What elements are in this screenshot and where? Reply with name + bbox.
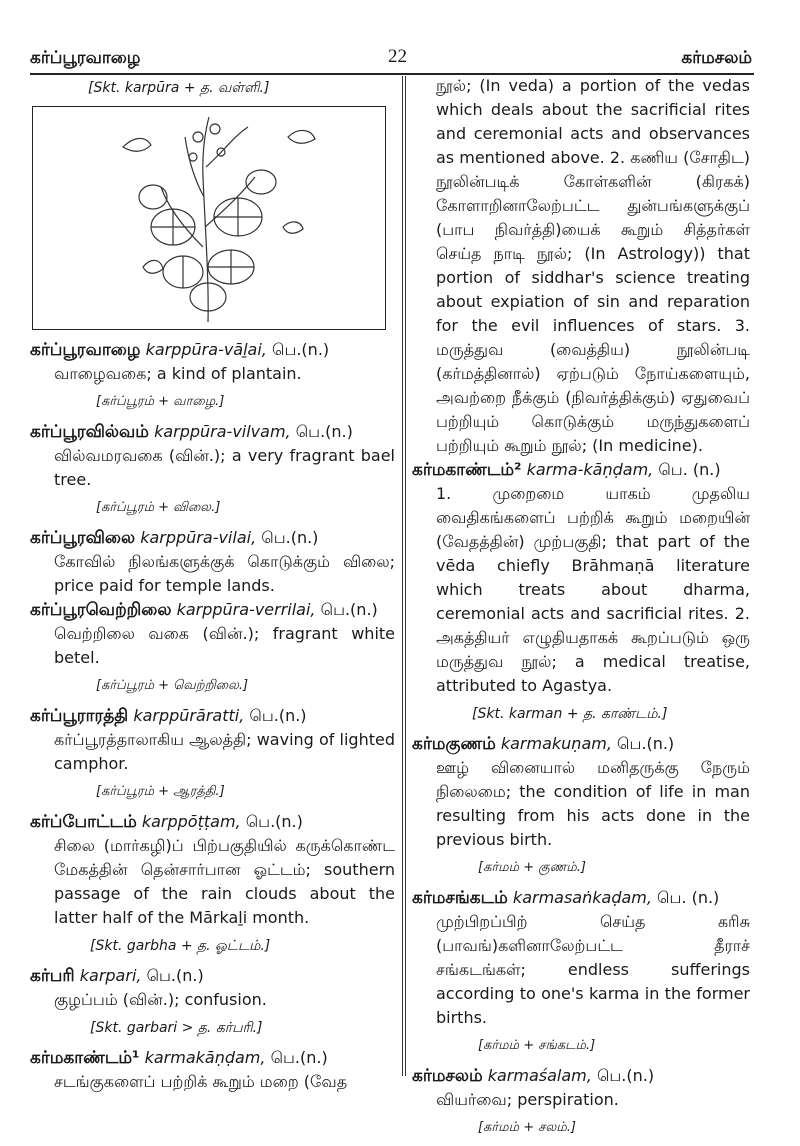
etymology: [கர்மம் + சலம்.]: [478, 1120, 576, 1135]
etymology: [கர்ப்பூரம் + ஆரத்தி.]: [96, 784, 225, 799]
part-of-speech: பெ.(n.): [271, 340, 330, 359]
etymology: [கர்ப்பூரம் + வாழை.]: [96, 394, 225, 409]
entry: [30, 420, 395, 520]
transliteration: karppūra-vilvam,: [154, 422, 291, 441]
transliteration: karppūrāratti,: [133, 706, 245, 725]
headword: கர்ப்போட்டம்: [30, 812, 137, 832]
etymology: [கர்மம் + குணம்.]: [478, 860, 586, 875]
entry: [30, 810, 395, 958]
part-of-speech: பெ.(n.): [270, 1048, 328, 1067]
etymology: [Skt. karman + த. காண்டம்.]: [472, 706, 668, 722]
headword: கர்ப்பூரவெற்றிலை: [30, 600, 172, 620]
entry: [30, 598, 395, 698]
entry: [412, 1064, 750, 1140]
part-of-speech: பெ.(n.): [245, 812, 303, 831]
part-of-speech: பெ.(n.): [249, 706, 307, 725]
definition: வாழைவகை; a kind of plantain.: [54, 364, 302, 383]
column-divider-2: [405, 76, 406, 1076]
headword: கர்ப்பூராரத்தி: [30, 706, 129, 726]
transliteration: karmaśalam,: [487, 1066, 592, 1085]
headword: கர்மகாண்டம்²: [412, 460, 522, 480]
part-of-speech: பெ. (n.): [658, 460, 721, 479]
definition: கர்ப்பூரத்தாலாகிய ஆலத்தி; waving of lighted camphor.: [54, 730, 395, 773]
entry: [30, 526, 395, 598]
entry: [412, 732, 750, 880]
etymology: [கர்ப்பூரம் + விலை.]: [96, 500, 221, 515]
transliteration: karppūra-vilai,: [140, 528, 257, 547]
transliteration: karppūra-vāḻai,: [145, 340, 267, 359]
transliteration: karppōṭṭam,: [141, 812, 241, 831]
transliteration: karpari,: [79, 966, 142, 985]
plant-drawing: [33, 107, 385, 329]
entry: [30, 964, 395, 1040]
entry: [412, 458, 750, 726]
headword: கர்ப்பூரவில்வம்: [30, 422, 149, 442]
plant-illustration: [32, 106, 386, 330]
part-of-speech: பெ.(n.): [295, 422, 353, 441]
headword: கர்மசலம்: [412, 1066, 483, 1086]
etymology: [Skt. garbari > த. கர்பரி.]: [90, 1020, 263, 1036]
entry: [30, 338, 395, 414]
entry: [30, 1046, 395, 1094]
page-number: 22: [388, 46, 407, 67]
transliteration: karma-kāṇḍam,: [526, 460, 654, 479]
definition: வியர்வை; perspiration.: [436, 1090, 619, 1109]
etymology: [கர்மம் + சங்கடம்.]: [478, 1038, 596, 1053]
etymology: [Skt. karpūra + த. வள்ளி.]: [88, 80, 270, 96]
part-of-speech: பெ.(n.): [617, 734, 675, 753]
transliteration: karmakāṇḍam,: [144, 1048, 266, 1067]
left-column: [30, 74, 395, 1094]
definition: கோவில் நிலங்களுக்குக் கொடுக்கும் விலை; price paid for temple lands.: [54, 552, 395, 595]
headword: கர்மசங்கடம்: [412, 888, 508, 908]
part-of-speech: பெ.(n.): [596, 1066, 655, 1085]
transliteration: karmakuṇam,: [500, 734, 612, 753]
right-column: [412, 74, 750, 1146]
part-of-speech: பெ.(n.): [261, 528, 319, 547]
running-head-right: கர்மசலம்: [681, 48, 752, 68]
running-head-left: கர்ப்பூரவாழை: [30, 48, 141, 68]
entry: [412, 886, 750, 1058]
column-divider: [402, 76, 403, 1076]
part-of-speech: பெ.(n.): [320, 600, 378, 619]
transliteration: karppūra-verrilai,: [176, 600, 316, 619]
etymology: [Skt. garbha + த. ஓட்டம்.]: [90, 938, 271, 954]
headword: கர்ப்பூரவாழை: [30, 340, 141, 360]
definition: குழப்பம் (வின்.); confusion.: [54, 990, 267, 1009]
definition: 1. முறைமை யாகம் முதலிய வைதிகங்களைப் பற்றிக் கூறும் மறையின் (வேதத்தின்) முற்பகுதி; that part of the vēda chiefly Brāhmaṇā literature which treats about dharma, ceremonial acts and sacrificial rites. 2. அகத்தியர் எழுதியதாகக் கூறப்படும் ஒரு மருத்துவ நூல்; a medical treatise, attributed to Agastya.: [436, 484, 750, 695]
continued-definition: நூல்; (In veda) a portion of the vedas which deals about the sacrificial rites and ceremonial acts and observances as mentioned above. 2. கணிய (சோதிட) நூலின்படிக் கோள்களின் (கிரகக்) கோளாறினாலேற்பட்ட துன்பங்களுக்குப் (பாப நிவர்த்தி)யைக் கூறும் சித்தர்கள் செய்த நாடி நூல்; (In Astrology)) that portion of siddhar's science treating about expiation of sin and reparation for the evil influences of stars. 3. மருத்துவ (வைத்திய) நூலின்படி (கர்மத்தினால்) ஏற்படும் நோய்களையும், அவற்றை நீக்கும் (நிவர்த்திக்கும்) ஏதுவைப் பற்றியும் கொடுக்கும் மருந்துகளைப் பற்றியும் கூறும் நூல்; (In medicine).: [436, 76, 750, 455]
etymology: [கர்ப்பூரம் + வெற்றிலை.]: [96, 678, 249, 693]
headword: கர்ப்பூரவிலை: [30, 528, 136, 548]
definition: வெற்றிலை வகை (வின்.); fragrant white betel.: [54, 624, 395, 667]
definition: சிலை (மார்கழி)ப் பிற்பகுதியில் கருக்கொண்ட மேகத்தின் தென்சார்பான ஓட்டம்; southern passage of the rain clouds about the latter half of the Mārkaḻi month.: [54, 836, 395, 927]
part-of-speech: பெ. (n.): [657, 888, 720, 907]
transliteration: karmasaṅkaḍam,: [512, 888, 652, 907]
headword: கர்மகாண்டம்¹: [30, 1048, 140, 1068]
definition: ஊழ் வினையால் மனிதருக்கு நேரும் நிலைமை; the condition of life in man resulting from his acts done in the previous birth.: [436, 758, 750, 849]
entry: [30, 704, 395, 804]
definition: முற்பிறப்பிற் செய்த கரிசு (பாவங்)களினாலேற்பட்ட தீராச் சங்கடங்கள்; endless sufferings according to one's karma in the former births.: [436, 912, 750, 1027]
definition: வில்வமரவகை (வின்.); a very fragrant bael tree.: [54, 446, 395, 489]
part-of-speech: பெ.(n.): [146, 966, 204, 985]
headword: கர்மகுணம்: [412, 734, 496, 754]
definition: சடங்குகளைப் பற்றிக் கூறும் மறை (வேத: [54, 1072, 348, 1091]
headword: கர்பரி: [30, 966, 75, 986]
